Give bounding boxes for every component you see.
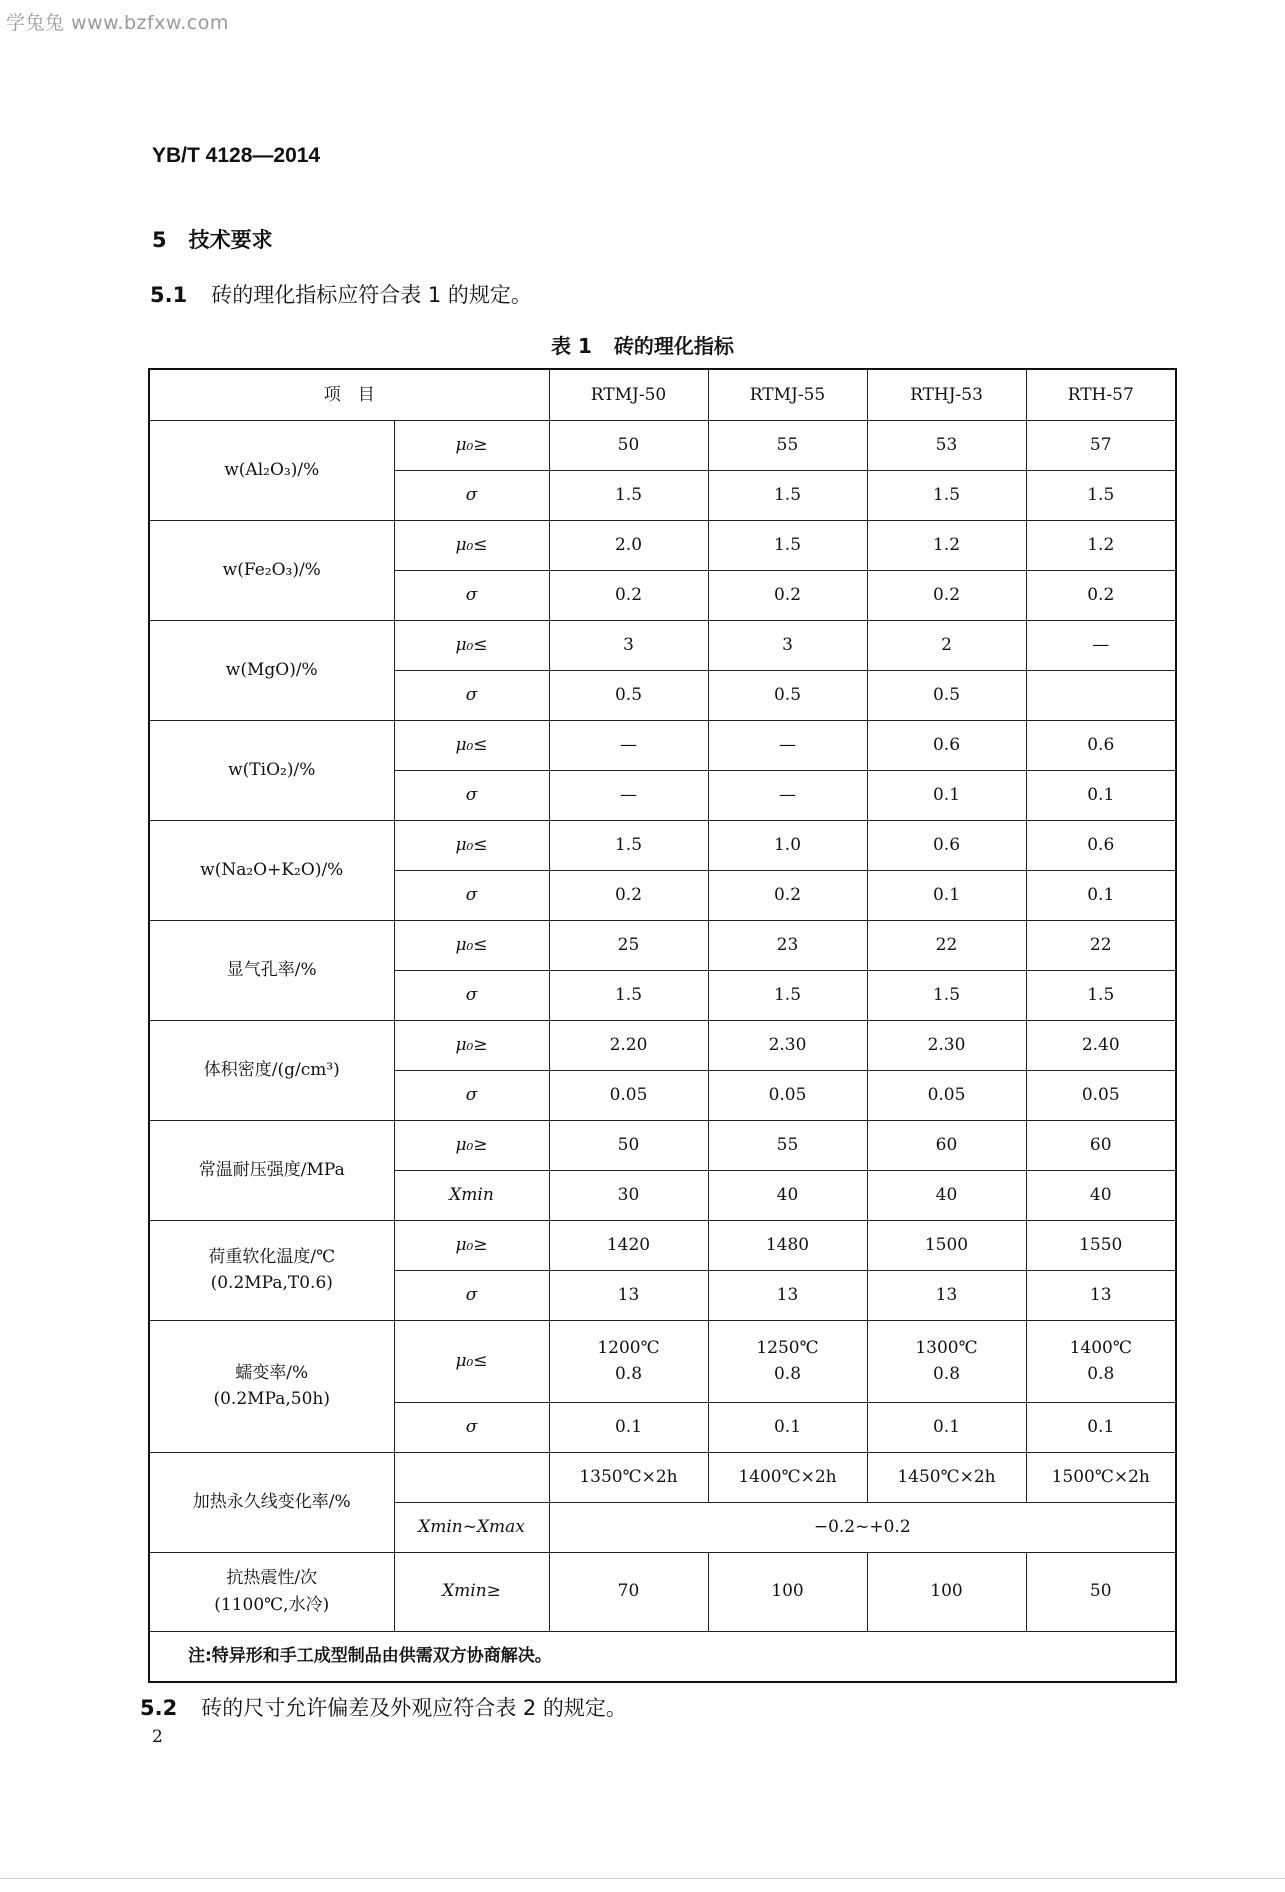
value-cell: 3 <box>549 620 708 670</box>
condition-cell: 1400℃×2h <box>708 1452 867 1502</box>
value-cell: 13 <box>1026 1270 1176 1320</box>
row-item-label: 常温耐压强度/MPa <box>198 1159 345 1180</box>
table-title: 砖的理化指标 <box>613 334 734 358</box>
creep-temperature: 1200℃ <box>597 1337 660 1358</box>
value-cell: 0.2 <box>1026 570 1176 620</box>
row-symbol: μ₀≤ <box>394 820 549 870</box>
value-cell: 0.1 <box>867 1402 1026 1452</box>
row-symbol: σ <box>394 470 549 520</box>
row-symbol: σ <box>394 770 549 820</box>
value-cell: 1.5 <box>549 470 708 520</box>
clause-number: 5.1 <box>150 283 188 307</box>
creep-value: 0.8 <box>773 1364 802 1384</box>
row-item-label: w(Fe₂O₃)/% <box>222 559 321 580</box>
value-cell: 70 <box>549 1552 708 1631</box>
value-cell: 0.1 <box>1026 770 1176 820</box>
row-item-label: 抗热震性/次 <box>226 1568 318 1589</box>
row-symbol: σ <box>394 970 549 1020</box>
row-item-label: 荷重软化温度/℃ <box>208 1246 336 1267</box>
value-cell: 1.5 <box>1026 470 1176 520</box>
table-row <box>149 1220 1176 1270</box>
value-cell: 0.6 <box>867 820 1026 870</box>
row-symbol <box>394 1452 549 1502</box>
value-cell: 23 <box>708 920 867 970</box>
value-cell: — <box>549 720 708 770</box>
header-item: 项 目 <box>149 369 549 420</box>
value-cell: 0.1 <box>549 1402 708 1452</box>
value-cell: −0.2~+0.2 <box>549 1502 1176 1552</box>
value-cell: 0.05 <box>1026 1070 1176 1120</box>
row-symbol: μ₀≥ <box>394 1020 549 1070</box>
value-cell: 2 <box>867 620 1026 670</box>
value-cell: 40 <box>1026 1170 1176 1220</box>
value-cell: — <box>549 770 708 820</box>
row-symbol: σ <box>394 1402 549 1452</box>
value-cell: 1550 <box>1026 1220 1176 1270</box>
creep-temperature: 1300℃ <box>915 1337 978 1358</box>
header-col: RTMJ-55 <box>708 369 867 420</box>
creep-value: 0.8 <box>932 1364 961 1384</box>
page-divider <box>0 1878 1285 1879</box>
value-cell: 0.1 <box>708 1402 867 1452</box>
value-cell: 53 <box>867 420 1026 470</box>
table-number: 表 1 <box>551 334 592 358</box>
value-cell: 22 <box>1026 920 1176 970</box>
row-item: 加热永久线变化率/% <box>149 1452 394 1552</box>
value-cell: 1480 <box>708 1220 867 1270</box>
value-cell: 2.20 <box>549 1020 708 1070</box>
value-cell: 1500 <box>867 1220 1026 1270</box>
table-note: 注:特异形和手工成型制品由供需双方协商解决。 <box>149 1631 1176 1682</box>
row-item <box>149 1220 394 1320</box>
header-col: RTMJ-50 <box>549 369 708 420</box>
row-item-label: w(Na₂O+K₂O)/% <box>200 859 344 880</box>
header-col: RTHJ-53 <box>867 369 1026 420</box>
value-cell: 1.5 <box>549 970 708 1020</box>
section-number: 5 <box>152 228 167 252</box>
value-cell: — <box>708 770 867 820</box>
value-cell <box>708 1320 867 1402</box>
value-cell: 0.6 <box>1026 720 1176 770</box>
value-cell: 100 <box>867 1552 1026 1631</box>
row-item-label: w(Al₂O₃)/% <box>224 459 320 480</box>
row-item <box>149 920 394 1020</box>
value-cell: 0.1 <box>1026 1402 1176 1452</box>
value-cell: 0.1 <box>867 870 1026 920</box>
table-row <box>149 920 1176 970</box>
row-symbol: σ <box>394 870 549 920</box>
clause-number: 5.2 <box>140 1696 178 1720</box>
value-cell: 1.5 <box>549 820 708 870</box>
value-cell: 2.30 <box>867 1020 1026 1070</box>
clause-text: 砖的理化指标应符合表 1 的规定。 <box>211 283 532 307</box>
row-item <box>149 620 394 720</box>
value-cell: 0.2 <box>867 570 1026 620</box>
row-item-label: 显气孔率/% <box>226 959 317 980</box>
row-symbol: σ <box>394 670 549 720</box>
value-cell: 0.6 <box>1026 820 1176 870</box>
row-item <box>149 720 394 820</box>
value-cell: 57 <box>1026 420 1176 470</box>
row-symbol: μ₀≤ <box>394 1320 549 1402</box>
value-cell: 1.0 <box>708 820 867 870</box>
value-cell: 13 <box>549 1270 708 1320</box>
row-item-condition: (0.2MPa,50h) <box>213 1389 330 1409</box>
value-cell: 50 <box>549 420 708 470</box>
row-item <box>149 1120 394 1220</box>
table-row <box>149 620 1176 670</box>
table-row <box>149 420 1176 470</box>
table-row <box>149 1120 1176 1170</box>
value-cell: 2.30 <box>708 1020 867 1070</box>
value-cell: 40 <box>708 1170 867 1220</box>
value-cell: 1.5 <box>867 970 1026 1020</box>
value-cell: 0.05 <box>549 1070 708 1120</box>
value-cell: 55 <box>708 420 867 470</box>
creep-value: 0.8 <box>1087 1364 1115 1384</box>
creep-temperature: 1250℃ <box>756 1337 819 1358</box>
creep-value: 0.8 <box>614 1364 643 1384</box>
row-item <box>149 820 394 920</box>
row-item-label: w(MgO)/% <box>225 659 318 680</box>
value-cell: 55 <box>708 1120 867 1170</box>
value-cell: 0.2 <box>708 870 867 920</box>
value-cell: 1.5 <box>708 520 867 570</box>
properties-table <box>148 368 1177 1683</box>
value-cell: 0.1 <box>867 770 1026 820</box>
value-cell: 2.40 <box>1026 1020 1176 1070</box>
row-item <box>149 1020 394 1120</box>
section-heading <box>152 224 273 254</box>
row-symbol: Xmin≥ <box>394 1552 549 1631</box>
table-row <box>149 1552 1176 1631</box>
value-cell: 0.2 <box>708 570 867 620</box>
value-cell: 3 <box>708 620 867 670</box>
value-cell: 0.5 <box>549 670 708 720</box>
value-cell: 13 <box>708 1270 867 1320</box>
row-item <box>149 1320 394 1452</box>
value-cell: 1420 <box>549 1220 708 1270</box>
value-cell: 50 <box>1026 1552 1176 1631</box>
value-cell <box>867 1320 1026 1402</box>
value-cell: 60 <box>867 1120 1026 1170</box>
table-row <box>149 1452 1176 1502</box>
value-cell: 0.6 <box>867 720 1026 770</box>
row-symbol: μ₀≥ <box>394 1220 549 1270</box>
row-symbol: μ₀≥ <box>394 1120 549 1170</box>
condition-cell: 1450℃×2h <box>867 1452 1026 1502</box>
value-cell: 13 <box>867 1270 1026 1320</box>
value-cell: 30 <box>549 1170 708 1220</box>
value-cell: 60 <box>1026 1120 1176 1170</box>
table-row <box>149 720 1176 770</box>
clause-5-2 <box>140 1692 627 1722</box>
table-row <box>149 1020 1176 1070</box>
watermark: 学兔兔 www.bzfxw.com <box>6 12 229 34</box>
row-symbol: σ <box>394 1270 549 1320</box>
row-symbol: σ <box>394 1070 549 1120</box>
value-cell: 40 <box>867 1170 1026 1220</box>
table-row <box>149 520 1176 570</box>
value-cell: 0.1 <box>1026 870 1176 920</box>
row-symbol: μ₀≥ <box>394 420 549 470</box>
value-cell: 0.5 <box>867 670 1026 720</box>
value-cell: 2.0 <box>549 520 708 570</box>
value-cell: 1.5 <box>1026 970 1176 1020</box>
row-symbol: Xmin~Xmax <box>394 1502 549 1552</box>
value-cell: 50 <box>549 1120 708 1170</box>
table-note-row <box>149 1631 1176 1682</box>
standard-code: YB/T 4128—2014 <box>152 144 321 167</box>
condition-cell: 1500℃×2h <box>1026 1452 1176 1502</box>
row-item <box>149 420 394 520</box>
section-title: 技术要求 <box>188 228 273 252</box>
row-item-label: 体积密度/(g/cm³) <box>203 1059 340 1080</box>
value-cell: 1.2 <box>867 520 1026 570</box>
value-cell: 100 <box>708 1552 867 1631</box>
row-symbol: μ₀≤ <box>394 520 549 570</box>
value-cell: — <box>1026 620 1176 670</box>
value-cell: 1.5 <box>867 470 1026 520</box>
row-symbol: σ <box>394 570 549 620</box>
value-cell <box>1026 670 1176 720</box>
value-cell: 0.2 <box>549 570 708 620</box>
table-row <box>149 820 1176 870</box>
row-symbol: μ₀≤ <box>394 920 549 970</box>
condition-cell: 1350℃×2h <box>549 1452 708 1502</box>
value-cell <box>549 1320 708 1402</box>
row-item-condition: (0.2MPa,T0.6) <box>210 1273 333 1293</box>
clause-5-1 <box>150 279 532 309</box>
table-caption <box>0 330 1285 359</box>
row-item <box>149 520 394 620</box>
table-header-row <box>149 369 1176 420</box>
creep-temperature: 1400℃ <box>1069 1337 1132 1358</box>
value-cell: — <box>708 720 867 770</box>
row-item <box>149 1552 394 1631</box>
value-cell: 1.2 <box>1026 520 1176 570</box>
value-cell <box>1026 1320 1176 1402</box>
row-item-label: 蠕变率/% <box>235 1362 309 1383</box>
value-cell: 22 <box>867 920 1026 970</box>
row-symbol: μ₀≤ <box>394 720 549 770</box>
value-cell: 0.2 <box>549 870 708 920</box>
value-cell: 1.5 <box>708 970 867 1020</box>
row-symbol: μ₀≤ <box>394 620 549 670</box>
value-cell: 0.05 <box>867 1070 1026 1120</box>
clause-text: 砖的尺寸允许偏差及外观应符合表 2 的规定。 <box>201 1696 627 1720</box>
page-number: 2 <box>152 1727 163 1747</box>
value-cell: 0.5 <box>708 670 867 720</box>
row-symbol: Xmin <box>394 1170 549 1220</box>
table-row <box>149 1320 1176 1402</box>
row-item-label: w(TiO₂)/% <box>228 759 316 780</box>
row-item-condition: (1100℃,水冷) <box>214 1594 330 1615</box>
value-cell: 1.5 <box>708 470 867 520</box>
header-col: RTH-57 <box>1026 369 1176 420</box>
value-cell: 0.05 <box>708 1070 867 1120</box>
value-cell: 25 <box>549 920 708 970</box>
